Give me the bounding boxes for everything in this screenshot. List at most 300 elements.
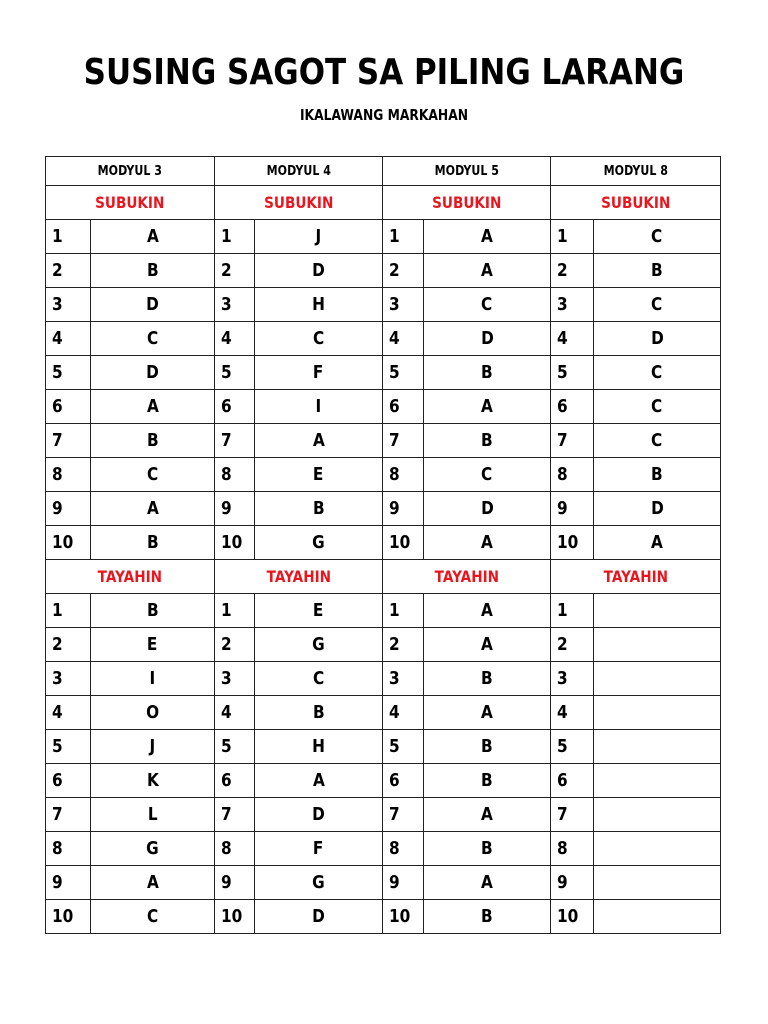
item-number [46,424,91,458]
item-answer [594,900,721,934]
tayahin-answer-row [46,662,721,696]
item-number [46,458,91,492]
item-answer [594,764,721,798]
item-number-text: 4 [52,328,63,349]
item-number [215,424,255,458]
tayahin-label: TAYAHIN [266,567,331,586]
item-number [383,254,424,288]
item-answer-text: E [313,464,324,485]
item-answer-text: A [146,396,159,417]
item-answer [255,594,383,628]
item-answer [255,696,383,730]
item-number-text: 5 [389,362,400,383]
item-number-text: 3 [389,668,400,689]
item-number-text: 3 [557,668,568,689]
item-number-text: 5 [52,736,63,757]
item-answer [255,798,383,832]
subukin-header-row [46,186,721,220]
item-answer-text: F [313,838,324,859]
item-number-text: 6 [557,770,568,791]
item-number-text: 4 [52,702,63,723]
item-number [46,254,91,288]
item-answer-text: I [315,396,322,417]
item-answer-text: A [481,226,493,247]
item-number-text: 8 [389,464,400,485]
item-answer [255,254,383,288]
item-number [46,696,91,730]
subukin-answer-row [46,322,721,356]
item-number [383,798,424,832]
item-number [46,662,91,696]
tayahin-answer-row [46,696,721,730]
item-answer [91,526,215,560]
item-answer [424,526,551,560]
tayahin-header-row [46,560,721,594]
item-number [215,254,255,288]
item-number-text: 7 [221,430,232,451]
tayahin-answer-row [46,730,721,764]
item-answer-text: D [146,362,159,383]
tayahin-label: TAYAHIN [97,567,163,586]
item-number [46,220,91,254]
item-answer-text: B [146,430,159,451]
item-answer [255,662,383,696]
subukin-answer-row [46,458,721,492]
item-number-text: 3 [221,294,232,315]
item-number [551,832,594,866]
item-number [383,730,424,764]
item-answer [424,424,551,458]
item-answer-text: B [651,260,663,281]
item-answer-text: B [481,770,493,791]
item-number [551,288,594,322]
tayahin-answer-row [46,764,721,798]
item-number [46,628,91,662]
item-number [215,288,255,322]
item-number-text: 4 [389,702,400,723]
item-answer [424,458,551,492]
item-number [215,356,255,390]
item-number-text: 8 [221,464,232,485]
item-number [215,458,255,492]
tayahin-answer-row [46,900,721,934]
item-number-text: 3 [52,294,63,315]
item-answer [91,696,215,730]
item-answer [424,322,551,356]
item-number-text: 3 [557,294,568,315]
item-number [383,594,424,628]
item-answer [594,730,721,764]
item-answer [91,390,215,424]
item-number-text: 1 [557,226,568,247]
item-number [383,458,424,492]
item-answer [594,798,721,832]
item-number-text: 6 [221,770,232,791]
item-answer-text: A [481,600,493,621]
item-number-text: 9 [52,498,63,519]
item-answer [255,322,383,356]
item-answer-text: K [146,770,159,791]
item-answer-text: G [312,872,325,893]
item-answer-text: A [481,532,493,553]
item-number-text: 4 [221,328,232,349]
item-number-text: 4 [557,328,568,349]
item-number [46,356,91,390]
tayahin-header-cell [215,560,383,594]
item-number [46,900,91,934]
item-answer-text: A [312,430,325,451]
item-answer-text: B [146,600,159,621]
item-answer-text: G [146,838,159,859]
item-number-text: 2 [221,260,232,281]
tayahin-label: TAYAHIN [603,567,668,586]
item-answer [255,424,383,458]
item-number-text: 1 [52,600,63,621]
item-answer-text: A [481,260,493,281]
item-answer-text: D [312,804,325,825]
item-answer-text: H [312,736,325,757]
item-number [46,322,91,356]
item-answer [594,492,721,526]
subukin-header-cell [383,186,551,220]
item-number [215,492,255,526]
item-answer [91,288,215,322]
item-number [551,526,594,560]
item-number [551,356,594,390]
item-answer [424,288,551,322]
item-answer [424,220,551,254]
item-number-text: 5 [221,362,232,383]
item-answer-text: C [651,430,663,451]
item-number-text: 2 [389,634,400,655]
item-answer-text: G [312,634,325,655]
item-number-text: 9 [389,872,400,893]
item-answer-text: J [315,226,322,247]
item-answer [424,798,551,832]
item-number-text: 7 [389,804,400,825]
subukin-answer-row [46,526,721,560]
item-answer [424,764,551,798]
item-answer [255,832,383,866]
item-answer [255,764,383,798]
item-number [551,458,594,492]
item-answer-text: F [313,362,324,383]
item-answer [91,356,215,390]
item-number [46,594,91,628]
item-answer-text: B [651,464,663,485]
item-number-text: 7 [389,430,400,451]
item-answer-text: A [146,498,159,519]
item-answer-text: A [481,804,493,825]
item-number-text: 10 [52,532,74,553]
item-answer-text: C [312,668,325,689]
item-number-text: 1 [221,226,232,247]
item-answer-text: E [313,600,324,621]
item-answer [91,662,215,696]
item-number [551,424,594,458]
item-number-text: 6 [557,396,568,417]
item-answer [424,662,551,696]
item-number-text: 3 [221,668,232,689]
item-answer [255,458,383,492]
item-number-text: 5 [221,736,232,757]
item-answer-text: A [481,396,493,417]
item-answer-text: D [480,498,494,519]
document-subtitle: IKALAWANG MARKAHAN [299,106,469,124]
item-answer-text: A [481,634,493,655]
item-answer-text: C [312,328,325,349]
item-answer-text: C [651,226,663,247]
item-answer [255,492,383,526]
item-answer-text: D [480,328,494,349]
item-number [551,220,594,254]
item-number [551,866,594,900]
item-answer-text: L [147,804,158,825]
item-number-text: 10 [557,906,579,927]
item-answer [594,322,721,356]
item-answer [91,220,215,254]
item-answer [424,390,551,424]
item-answer [594,662,721,696]
item-answer-text: A [481,702,493,723]
item-number [383,866,424,900]
item-answer-text: B [481,906,493,927]
item-number [383,322,424,356]
item-number [215,390,255,424]
item-answer [91,900,215,934]
item-number-text: 9 [221,498,232,519]
item-answer [424,832,551,866]
item-answer [594,832,721,866]
item-number-text: 6 [52,396,63,417]
item-number [46,730,91,764]
item-number [383,220,424,254]
item-answer [594,594,721,628]
item-answer-text: C [481,294,493,315]
item-answer [424,900,551,934]
item-number-text: 8 [557,838,568,859]
item-number [46,288,91,322]
item-number-text: 7 [52,430,63,451]
item-answer-text: H [312,294,325,315]
item-answer-text: B [481,668,493,689]
item-number [551,696,594,730]
item-number-text: 5 [52,362,63,383]
item-number [383,424,424,458]
item-answer-text: D [312,906,325,927]
module-header-cell [215,157,383,186]
item-answer [255,288,383,322]
subukin-answer-row [46,254,721,288]
item-number-text: 2 [557,260,568,281]
item-answer-text: D [650,498,664,519]
item-number-text: 8 [52,838,63,859]
item-number-text: 2 [221,634,232,655]
subukin-answer-row [46,356,721,390]
item-number [215,832,255,866]
subukin-answer-row [46,390,721,424]
item-number-text: 8 [557,464,568,485]
subukin-answer-row [46,424,721,458]
item-number [551,764,594,798]
item-answer [255,628,383,662]
item-number [383,390,424,424]
item-answer [594,526,721,560]
item-answer [91,458,215,492]
item-number-text: 8 [52,464,63,485]
item-answer [255,900,383,934]
item-answer [91,322,215,356]
item-number [215,730,255,764]
tayahin-answer-row [46,866,721,900]
item-number [215,900,255,934]
item-answer-text: C [651,396,663,417]
item-number [215,526,255,560]
item-number [551,322,594,356]
item-answer [424,628,551,662]
item-number [383,832,424,866]
item-answer-text: A [312,770,325,791]
item-number-text: 3 [389,294,400,315]
item-number-text: 9 [389,498,400,519]
item-answer-text: I [149,668,156,689]
subukin-label: SUBUKIN [431,193,502,212]
item-number-text: 5 [557,362,568,383]
item-number [383,764,424,798]
item-answer [91,492,215,526]
item-answer [91,832,215,866]
item-answer-text: B [481,430,493,451]
document-title: SUSING SAGOT SA PILING LARANG [83,52,685,93]
item-answer [594,390,721,424]
item-number-text: 5 [557,736,568,757]
item-answer-text: C [146,906,159,927]
item-answer [594,356,721,390]
item-answer-text: D [146,294,159,315]
item-number-text: 7 [557,430,568,451]
item-number [551,254,594,288]
item-answer-text: C [146,328,159,349]
subukin-answer-row [46,220,721,254]
subukin-header-cell [215,186,383,220]
item-number-text: 1 [221,600,232,621]
item-answer [424,696,551,730]
subukin-answer-row [46,492,721,526]
item-number-text: 2 [52,260,63,281]
item-answer-text: B [312,702,325,723]
item-number-text: 1 [389,226,400,247]
item-number-text: 8 [221,838,232,859]
answer-key-table [45,156,721,934]
item-number [383,492,424,526]
subukin-label: SUBUKIN [95,193,165,212]
item-number-text: 9 [221,872,232,893]
item-number [551,594,594,628]
item-answer [594,288,721,322]
item-answer [91,594,215,628]
item-number [383,900,424,934]
tayahin-answer-row [46,832,721,866]
item-number [551,662,594,696]
item-number-text: 10 [221,532,243,553]
item-number-text: 7 [52,804,63,825]
subukin-label: SUBUKIN [263,193,334,212]
item-answer [594,866,721,900]
item-number-text: 10 [389,532,411,553]
subukin-label: SUBUKIN [600,193,671,212]
item-number-text: 4 [557,702,568,723]
item-number [551,900,594,934]
item-answer-text: A [146,872,159,893]
item-answer-text: E [147,634,158,655]
tayahin-header-cell [46,560,215,594]
item-number-text: 10 [221,906,243,927]
tayahin-label: TAYAHIN [434,567,499,586]
item-number [46,492,91,526]
item-answer [255,390,383,424]
item-answer [91,730,215,764]
item-answer [594,696,721,730]
item-answer [594,628,721,662]
item-number-text: 6 [389,396,400,417]
item-answer [91,424,215,458]
item-number [215,866,255,900]
item-answer-text: D [312,260,325,281]
item-answer-text: A [146,226,159,247]
item-number [46,832,91,866]
module-header-cell [383,157,551,186]
item-answer-text: C [146,464,159,485]
subukin-header-cell [551,186,721,220]
item-answer-text: G [312,532,325,553]
item-answer-text: J [149,736,156,757]
item-answer-text: A [481,872,493,893]
module-header-row [46,157,721,186]
item-number-text: 4 [389,328,400,349]
item-answer-text: B [481,736,493,757]
item-number-text: 10 [389,906,411,927]
module-name: MODYUL 5 [434,163,499,179]
item-answer-text: B [146,260,159,281]
item-answer [424,254,551,288]
item-number [215,662,255,696]
item-number [215,322,255,356]
item-answer-text: O [145,702,160,723]
item-number [215,628,255,662]
tayahin-header-cell [551,560,721,594]
module-name: MODYUL 4 [266,163,331,179]
item-answer [594,254,721,288]
item-answer-text: A [651,532,663,553]
item-answer-text: B [481,838,493,859]
item-answer [91,866,215,900]
tayahin-answer-row [46,628,721,662]
item-answer [424,492,551,526]
item-number-text: 5 [389,736,400,757]
subukin-answer-row [46,288,721,322]
item-answer-text: C [651,362,663,383]
item-answer [255,526,383,560]
item-answer [424,594,551,628]
item-number-text: 9 [557,498,568,519]
item-number [215,594,255,628]
item-number [383,696,424,730]
item-number [46,764,91,798]
item-number-text: 1 [52,226,63,247]
item-answer [255,866,383,900]
subukin-header-cell [46,186,215,220]
item-number [215,798,255,832]
